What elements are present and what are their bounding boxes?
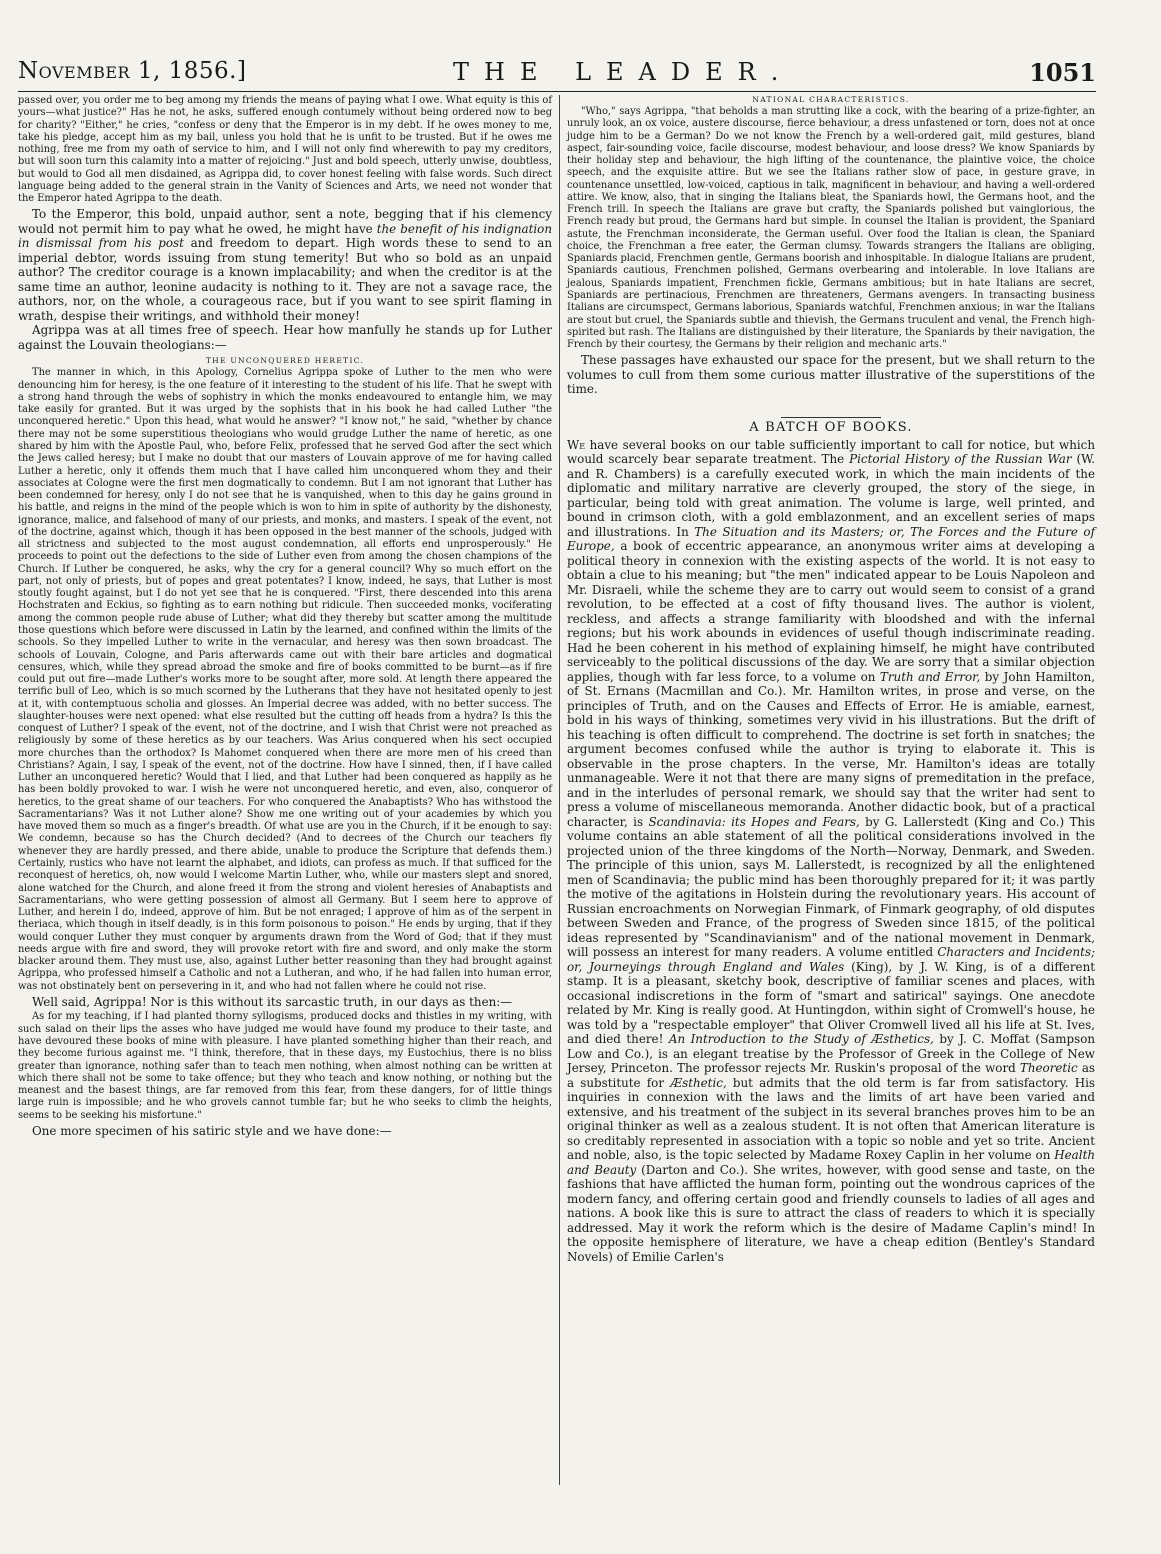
- paragraph: Agrippa was at all times free of speech. Hear how manfully he stands up for Luther against the Louvain theologians:—: [18, 323, 552, 352]
- text-run: (Darton and Co.). She writes, however, with good sense and taste, on the fashions that have afflicted the human form, pointing out the wondrous caprices of the modern fancy, and offering certain good and friendly counsels to ladies of all ages and nations. A book like this is sure to attract the class of readers to which it is specially addressed. May it work the reform which is the desire of Madame Caplin's mind! In the opposite hemisphere of literature, we have a cheap edition (Bentley's Standard Novels) of Emilie Carlen's: [567, 1162, 1095, 1264]
- section-rule: [781, 417, 881, 418]
- text-run: To the Emperor, this bold, unpaid author, sent a note, begging that if his clemency would not permit him to pay what he owed, he might have: [18, 207, 552, 236]
- paragraph: passed over, you order me to beg among my friends the means of paying what I owe. What equity is this of yours—what justice?" Has he not, he asks, suffered enough contumely without being ordered now to beg for charity? "Either," he cries, "confess or deny that the Emperor is in my debt. If he owes money to me, take his pledge, accept him as my bail, unless you hold that he is unfit to be trusted. But if he owes me nothing, free me from my oath of service to him, and I will not only find wherewith to pay my creditors, but will soon turn this calamity into a matter of rejoicing." Just and bold speech, utterly unwise, doubtless, but would to God all men disdained, as Agrippa did, to cover honest feeling with false words. Such direct language being added to the general strain in the Vanity of Sciences and Arts, we need not wonder that the Emperor hated Agrippa to the death.: [18, 95, 552, 205]
- book-title: Characters and Incidents; or, Journeyings through England and Wales: [567, 945, 1096, 974]
- masthead: THE LEADER.: [453, 58, 794, 86]
- text-run: as a substitute for: [567, 1061, 1096, 1090]
- text-run: (W. and R. Chambers) is a carefully executed work, in which the main incidents of the diplomatic and military narrative are cleverly grouped, the story of the siege, in particular, being told with great animation. The volume is large, well printed, and bound in crimson cloth, with a gold emblazonment, and an excellent series of maps and illustrations. In: [567, 452, 1096, 539]
- italic-text: the benefit of his indignation in dismissal from his post: [18, 221, 552, 251]
- paragraph: [18, 207, 552, 323]
- book-title: Scandinavia: its Hopes and Fears,: [648, 814, 860, 829]
- text-run: by John Hamilton, of St. Ernans (Macmillan and Co.). Mr. Hamilton writes, in prose and verse, on the principles of Truth, and on the Causes and Effects of Error. He is amiable, earnest, bold in his ways of thinking, sometimes very vivid in his illustrations. But the drift of his teaching is often difficult to comprehend. The doctrine is set forth in snatches; the argument becomes confused while the author is trying to elaborate it. This is observable in the prose chapters. In the verse, Mr. Hamilton's ideas are totally unmanageable. Were it not that there are many signs of premeditation in the preface, and in the interludes of personal remark, we should say that the writer had sent to press a volume of miscellaneous memoranda. Another didactic book, but of a practical character, is: [567, 669, 1096, 829]
- right-column: [567, 95, 1095, 1264]
- lead-word: We: [567, 437, 586, 452]
- text-run: (King), by J. W. King, is of a different stamp. It is a pleasant, sketchy book, descriptive of familiar scenes and places, with occasional indiscretions in the form of "smart and satirical" sayings. One anecdote related by Mr. King is really good. At Huntingdon, within sight of Cromwell's house, he was told by a "respectable employer" that Oliver Cromwell lived all his life at St. Ives, and died there!: [567, 959, 1096, 1047]
- italic-text: Theoretic: [1019, 1061, 1078, 1076]
- paragraph: These passages have exhausted our space for the present, but we shall return to the volumes to cull from them some curious matter illustrative of the superstitions of the time.: [567, 353, 1095, 397]
- subheading: NATIONAL CHARACTERISTICS.: [752, 95, 910, 104]
- paragraph: One more specimen of his satiric style and we have done:—: [32, 1123, 392, 1138]
- text-run: have several books on our table sufficiently important to call for notice, but which would scarcely bear separate treatment. The: [567, 437, 1095, 467]
- block-quote: As for my teaching, if I had planted thorny syllogisms, produced docks and thistles in my writing, with such salad on their lips the asses who have judged me would have found my produce to their taste, and have devoured these books of mine with pleasure. I have planted something higher than their reach, and they become furious against me. "I think, therefore, that in these days, my Eustochius, there is no bliss greater than ignorance, nothing safer than to teach men nothing, when almost nothing can be written at which there shall not be some to take offence; but they who teach and know nothing, or nothing but the meanest and the basest things, are far removed from this fear, from these dangers, for of little things large ruin is impossible; and he who grovels cannot tumble far; but he who seeks to climb the heights, seems to be seeking his misfortune.": [18, 1011, 552, 1121]
- column-divider: [559, 95, 560, 1485]
- subheading: THE UNCONQUERED HERETIC.: [205, 356, 365, 366]
- italic-text: Æsthetic,: [670, 1075, 727, 1090]
- section-title: A BATCH OF BOOKS.: [749, 419, 913, 435]
- block-quote: "Who," says Agrippa, "that beholds a man strutting like a cock, with the bearing of a prize-fighter, an unruly look, an ox voice, austere discourse, fierce behaviour, a dress unfastened or torn, does not at once judge him to be a German? Do we not know the French by a well-ordered gait, mild gestures, bland aspect, fair-sounding voice, facile discourse, modest behaviour, and loose dress? We know Spaniards by their holiday step and behaviour, the high lifting of the countenance, the plaintive voice, the choice speech, and the exquisite attire. But we see the Italians rather slow of pace, in gesture grave, in countenance unsettled, low-voiced, captious in talk, magnificent in behaviour, and having a well-ordered attire. We know, also, that in singing the Italians bleat, the Spaniards howl, the Germans hoot, and the French trill. In speech the Italians are grave but crafty, the Spaniards polished but vainglorious, the French ready but proud, the Germans hard but simple. In counsel the Italian is provident, the Spaniard astute, the Frenchman inconsiderate, the German useful. Over food the Italian is clean, the Spaniard choice, the Frenchman a free eater, the German clumsy. Towards strangers the Italians are obliging, Spaniards placid, Frenchmen gentle, Germans boorish and inhospitable. In dialogue Italians are prudent, Spaniards cautious, Frenchmen polished, Germans overbearing and intolerable. In love Italians are jealous, Spaniards impatient, Frenchmen fickle, Germans ambitious; but in hate Italians are secret, Spaniards are pertinacious, Frenchmen are threateners, Germans avengers. In transacting business Italians are circumspect, Germans laborious, Spaniards watchful, Frenchmen anxious; in war the Italians are stout but cruel, the Spaniards subtle and thievish, the Germans truculent and venal, the French high-spirited but rash. The Italians are distinguished by their literature, the Spaniards by their navigation, the French by their courtesy, the Germans by their religion and mechanic arts.": [567, 106, 1095, 351]
- page-number: 1051: [1029, 58, 1096, 87]
- header-rule: [18, 91, 1096, 92]
- text-run: but admits that the old term is far from satisfactory. His inquiries in connexion with the laws and the limits of art have been varied and extensive, and his treatment of the subject in its several branches proves him to be an original thinker as well as a zealous student. It is not often that American literature is so creditably represented in association with a topic so noble and yet so trite. Ancient and noble, also, is the topic selected by Madame Roxey Caplin in her volume on: [567, 1075, 1095, 1163]
- text-run: by J. C. Moffat (Sampson Low and Co.), is an elegant treatise by the Professor of Greek in the College of New Jersey, Princeton. The professor rejects Mr. Ruskin's proposal of the word: [567, 1032, 1096, 1076]
- text-run: by G. Lallerstedt (King and Co.) This volume contains an able statement of all the political considerations involved in the projected union of the three kingdoms of the North—Norway, Denmark, and Sweden. The principle of this union, says M. Lallerstedt, is recognized by all the enlightened men of Scandinavia; the public mind has been thoroughly prepared for it; it was partly the motive of the agitations in Holstein during the revolutionary years. His account of Russian encroachments on Norwegian Finmark, of Finmark geography, of old disputes between Sweden and France, of the progress of Sweden since 1815, of the political ideas represented by "Scandinavianism" and of the national movement in Denmark, will possess an interest for many readers. A volume entitled: [567, 814, 1095, 960]
- page-header: [18, 58, 1096, 92]
- text-run: and freedom to depart. High words these to send to an imperial debtor, words issuing from stung temerity! But who so bold as an unpaid author? The creditor courage is a known implacability; and when the creditor is at the same time an author, leonine audacity is nothing to it. They are not a savage race, the authors, nor, on the whole, a courageous race, but if you want to see spirit flaming in wrath, despise their writings, and withhold their money!: [18, 236, 552, 323]
- paragraph: Well said, Agrippa! Nor is this without its sarcastic truth, in our days as then:—: [32, 994, 513, 1009]
- block-quote: The manner in which, in this Apology, Cornelius Agrippa spoke of Luther to the men who were denouncing him for heresy, is the one feature of it interesting to the student of his life. That he swept with a strong hand through the webs of sophistry in which the monks endeavoured to entangle him, we may take easily for granted. But it was urged by the sophists that in his book he had called Luther "the unconquered heretic." Upon this head, what would he answer? "I know not," he said, "whether by chance there may not be some superstitious theologians who would grudge Luther the name of heretic, as one shared by him with the Apostle Paul, who, before Felix, professed that he served God after the sect which the Jews called heresy; but I make no doubt that our masters of Louvain approve of me for having called Luther a heretic, only it offends them much that I have called him unconquered whom they and their associates at Cologne were the first men dogmatically to condemn. But I am not ignorant that Luther has been condemned for heresy, only I do not see that he is vanquished, when to this day he gains ground in his battle, and reigns in the mind of the people which is won to him in spite of authority by the dishonesty, ignorance, malice, and falsehood of many of our priests, and monks, and masters. I speak of the event, not of the doctrine, against which, though it has been opposed in the best manner of the schools, judged with all strictness and subjected to the most august condemnation, all efforts end unprosperously." He proceeds to point out the defections to the side of Luther even from among the chosen champions of the Church. If Luther be conquered, he asks, why the cry for a general council? Why so much effort on the part, not only of priests, but of popes and great potentates? I know, indeed, he says, that Luther is most stoutly fought against, but I do not yet see that he is conquered. "First, there descended into this arena Hochstraten and Eckius, so fighting as to earn nothing but ridicule. Then succeeded monks, vociferating among the common people rude abuse of Luther; what did they thereby but scatter among the multitude those questions which before were discussed in Latin by the learned, and confined within the limits of the schools. So they impelled Luther to write in the vernacular, and heresy was then sown broadcast. The schools of Louvain, Cologne, and Paris afterwards came out with their bare articles and dogmatical censures, which, while they spread abroad the smoke and fire of books committed to be burnt—as if fire could put out fire—made Luther's works more to be sought after, more sold. At length there appeared the terrific bull of Leo, which is so much scorned by the Lutherans that they have not hesitated openly to jest at it, with contemptuous scholia and glosses. An Imperial decree was added, with no better success. The slaughter-houses were next opened: what else resulted but the cutting off heads from a hydra? Is this the conquest of Luther? I speak of the event, not of the doctrine, and I wish that Christ were not preached as religiously by some of these heretics as by our teachers. Was Arius conquered when his sect occupied more churches than the orthodox? Is Mahomet conquered when there are more men of his creed than Christians? Again, I say, I speak of the event, not of the doctrine. How have I sinned, then, if I have called Luther an unconquered heretic? Would that I lied, and that Luther had been conquered as happily as he has been boldly provoked to war. I wish he were not unconquered heretic, and even, also, conqueror of heretics, to the great shame of our teachers. For who conquered the Anabaptists? Who has withstood the Sacramentarians? Was it not Luther alone? Show me one writing out of your academies by which you have moved them so much as a finger's breadth. Of what use are you in the Church, if it be enough to say: We condemn, because so has the Church decided? (And to decrees of the Church our teachers fly whenever they are hardly pressed, and there abide, unable to produce the Scripture that defends them.) Certainly, rustics who have not learnt the alphabet, and idiots, can profess as much. If that sufficed for the reconquest of heretics, oh, now would I welcome Martin Luther, who, while our masters slept and snored, alone watched for the Church, and alone freed it from the strong and violent heresies of Anabaptists and Sacramentarians, who were getting possession of almost all Germany. But I seem here to approve of Luther, and herein I do, indeed, approve of him. But be not enraged; I approve of him as of the serpent in theriaca, which though in itself deadly, is in this form poisonous to poison." He ends by urging, that if they would conquer Luther they must conquer by arguments drawn from the Word of God; that if they must needs argue with fire and sword, they will provoke retort with fire and sword, and only make the storm blacker around them. They must use, also, against Luther better reasoning than they had brought against Agrippa, who professed himself a Catholic and not a Lutheran, and who, if he had fallen into human error, was not obstinately bent on persevering in it, and who had not fallen where he could not rise.: [18, 367, 552, 992]
- paragraph: [567, 438, 1095, 1265]
- left-column: [18, 95, 552, 1138]
- book-title: Health and Beauty: [567, 1148, 1096, 1177]
- book-title: An Introduction to the Study of Æsthetics,: [668, 1032, 934, 1047]
- text-run: a book of eccentric appearance, an anonymous writer aims at developing a political theory in connexion with the existing aspects of the world. It is not easy to obtain a clue to his meaning; but "the men" indicated appear to be Louis Napoleon and Mr. Disraeli, while the scheme they are to carry out would seem to consist of a grand revolution, to be effected at a cost of fifty thousand lives. The author is violent, reckless, and affects a strange familiarity with bloodshed and with the infernal regions; but his work abounds in evidences of useful though indiscriminate reading. Had he been coherent in his method of explaining himself, he might have contributed serviceably to the political discussions of the day. We are sorry that a similar objection applies, though with far less force, to a volume on: [567, 539, 1095, 684]
- book-title: Pictorial History of the Russian War: [849, 452, 1072, 467]
- issue-date: November 1, 1856.]: [18, 58, 247, 84]
- book-title: Truth and Error,: [879, 669, 981, 684]
- book-title: The Situation and its Masters; or, The Forces and the Future of Europe,: [567, 524, 1095, 554]
